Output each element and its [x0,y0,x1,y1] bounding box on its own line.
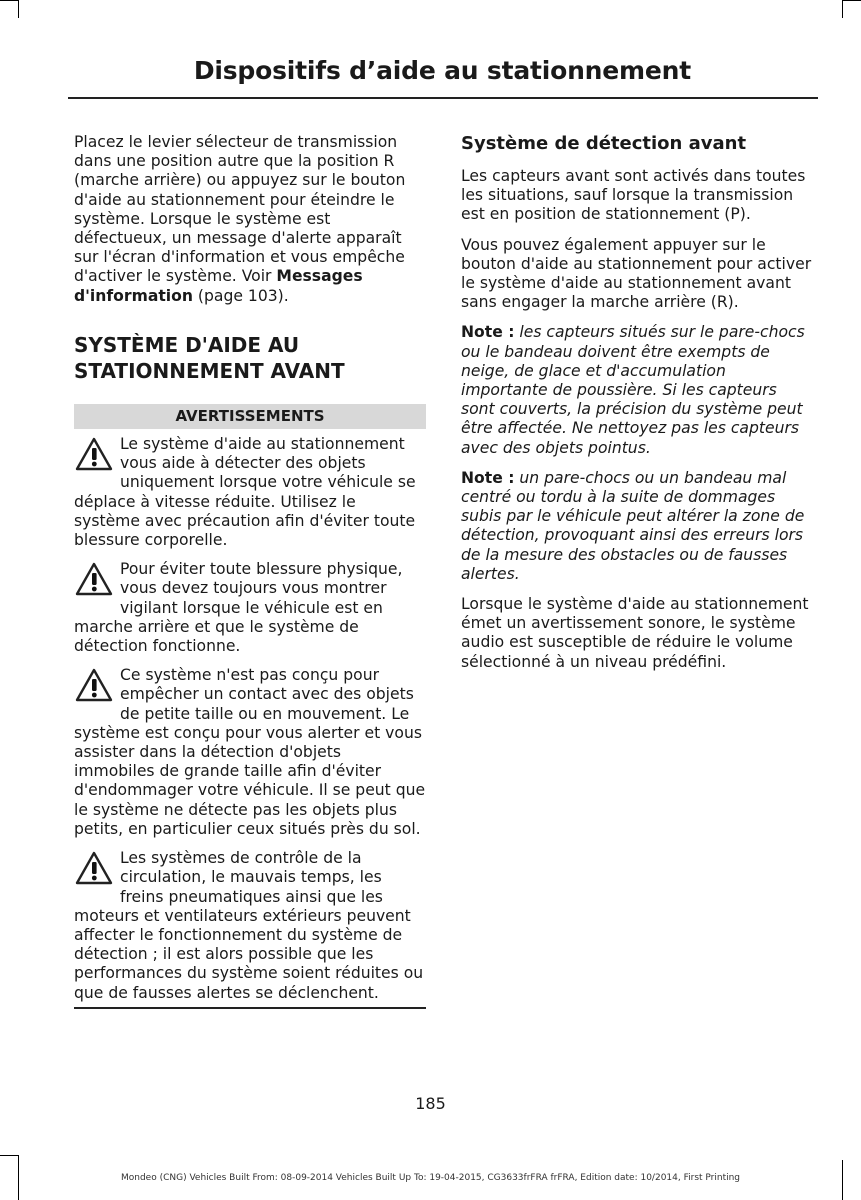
warnings-title: AVERTISSEMENTS [74,404,426,429]
crop-mark-bottom-left [0,1155,19,1156]
right-column [461,133,813,683]
warning-item [74,849,426,1003]
intro-suffix: (page 103). [192,286,289,305]
crop-mark-top-left [0,0,19,1]
warning-item [74,560,426,656]
crop-mark-top-left-v [18,0,19,18]
subsection-title: Système de détection avant [461,133,747,154]
crop-mark-top-right [842,0,861,1]
warning-triangle-icon [74,849,114,889]
note-text: un pare-chocs ou un bandeau mal centré ou tordu à la suite de dommages subis par le véhicule peut altérer la zone de détection, provoquant ainsi des erreurs lors de la mesure des obstacles ou de fausses alertes. [461,468,805,583]
warning-item [74,666,426,839]
warning-text: Les systèmes de contrôle de la circulation, le mauvais temps, les freins pneumatiques ainsi que les moteurs et ventilateurs extérieurs peuvent affecter le fonctionnement du système de détection ; il est alors possible que les performances du système soient réduites ou que de fausses alertes se déclenchent. [74,849,424,1002]
warning-triangle-icon [74,435,114,475]
warnings-box [74,404,426,1009]
page-title: Dispositifs d’aide au stationnement [193,56,691,85]
note-text: les capteurs situés sur le pare-chocs ou le bandeau doivent être exempts de neige, de glace et d'accumulation importante de poussière. Si les capteurs sont couverts, la précision du système peut être affectée. Ne nettoyez pas les capteurs avec des objets pointus. [461,323,805,457]
footer-text: Mondeo (CNG) Vehicles Built From: 08-09-2014 Vehicles Built Up To: 19-04-2015, CG3633frFRA frFRA, Edition date: 10/2014, First Printing [120,1173,741,1183]
section-title: SYSTÈME D'AIDE AU STATIONNEMENT AVANT [74,332,345,383]
warning-text: Pour éviter toute blessure physique, vous devez toujours vous montrer vigilant lorsque le véhicule est en marche arrière et que le système de détection fonctionne. [74,560,403,656]
warning-text: Le système d'aide au stationnement vous aide à détecter des objets uniquement lorsque votre véhicule se déplace à vitesse réduite. Utilisez le système avec précaution afin d'éviter toute blessure corporelle. [74,435,416,550]
warning-triangle-icon [74,560,114,600]
intro-paragraph [74,133,426,306]
page-number: 185 [415,1094,446,1113]
header-divider [68,97,818,99]
intro-text: Placez le levier sélecteur de transmission dans une position autre que la position R (marche arrière) ou appuyez sur le bouton d'aide au stationnement pour éteindre le système. Lorsque le système est défectueux, un message d'alerte apparaît sur l'écran d'information et vous empêche d'activer le système. Voir [74,133,406,286]
note-paragraph [461,469,813,584]
warning-item [74,435,426,550]
paragraph: Les capteurs avant sont activés dans toutes les situations, sauf lorsque la transmission est en position de stationnement (P). [461,167,806,224]
crop-mark-top-right-v [842,0,843,18]
warning-triangle-icon [74,666,114,706]
note-label: Note : [461,468,515,487]
warning-text: Ce système n'est pas conçu pour empêcher un contact avec des objets de petite taille ou en mouvement. Le système est conçu pour vous alerter et vous assister dans la détection d'objets immobiles de grande taille afin d'éviter d'endommager votre véhicule. Il se peut que le système ne détecte pas les objets plus petits, en particulier ceux situés près du sol. [74,666,426,838]
left-column [74,133,426,1009]
note-label: Note : [461,323,515,342]
paragraph: Vous pouvez également appuyer sur le bouton d'aide au stationnement pour activer le système d'aide au stationnement avant sans engager la marche arrière (R). [461,235,812,312]
note-paragraph [461,323,813,457]
messages-link[interactable]: Messages d'information [74,267,363,305]
paragraph: Lorsque le système d'aide au stationnement émet un avertissement sonore, le système audio est susceptible de réduire le volume sélectionné à un niveau prédéfini. [461,595,809,671]
